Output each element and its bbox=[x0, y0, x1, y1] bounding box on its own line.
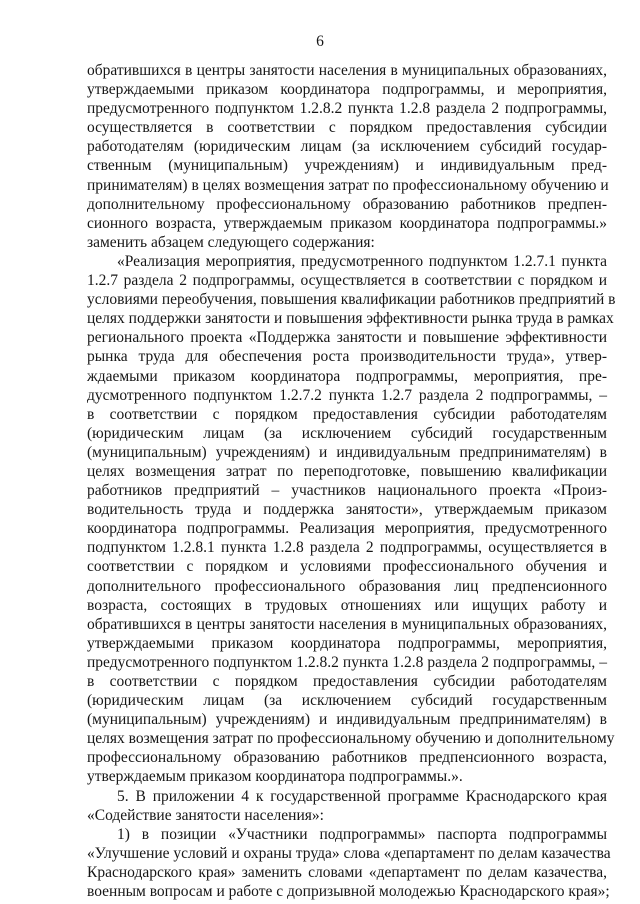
text-line: Краснодарского края» заменить словами «департамент по делам казачества, bbox=[87, 863, 607, 881]
text-line: профессиональному образованию работников предпенсионного возраста, bbox=[87, 749, 607, 767]
document-body bbox=[87, 61, 616, 901]
text-line: утверждаемым приказом координатора подпрограммы.». bbox=[87, 768, 463, 786]
text-line: «Содействие занятости населения»: bbox=[87, 806, 324, 824]
page-number: 6 bbox=[316, 33, 324, 50]
paragraph-new-paragraph bbox=[87, 252, 616, 787]
paragraph-item-5 bbox=[87, 787, 607, 825]
text-line: возраста, состоящих в трудовых отношениях или ищущих работу и bbox=[87, 596, 607, 614]
text-line: соответствии с порядком и условиями профессионального обучения и bbox=[87, 558, 607, 576]
text-line: дополнительному профессиональному образованию работников предпен- bbox=[87, 195, 607, 213]
paragraph-item-5-1 bbox=[87, 825, 611, 901]
text-line: 5. В приложении 4 к государственной программе Краснодарского края bbox=[117, 787, 607, 805]
text-line: предусмотренного подпунктом 1.2.8.2 пункта 1.2.8 раздела 2 подпрограммы, bbox=[87, 100, 607, 118]
text-line: военным вопросам и работе с допризывной молодежью Краснодарского края»; bbox=[87, 883, 610, 901]
text-line: «Улучшение условий и охраны труда» слова «департамент по делам казачества bbox=[87, 844, 611, 862]
text-line: ждаемыми приказом координатора подпрограммы, мероприятия, пре- bbox=[87, 367, 607, 385]
text-line: условиями переобучения, повышения квалификации работников предприятий в bbox=[87, 291, 616, 309]
text-line: в соответствии с порядком предоставления субсидии работодателям bbox=[87, 405, 607, 423]
text-line: работодателям (юридическим лицам (за исключением субсидий государ- bbox=[87, 138, 607, 156]
text-line: (юридическим лицам (за исключением субсидий государственным bbox=[87, 424, 607, 442]
text-line: целях поддержки занятости и повышения эффективности рынка труда в рамках bbox=[87, 310, 614, 328]
text-line: целях возмещения затрат по переподготовке, повышению квалификации bbox=[87, 462, 607, 480]
text-line: осуществляется в соответствии с порядком предоставления субсидии bbox=[87, 119, 607, 137]
text-line: дополнительного профессионального образования лиц предпенсионного bbox=[87, 577, 607, 595]
paragraph-continuation bbox=[87, 61, 607, 252]
text-line: (муниципальным) учреждениям) и индивидуальным предпринимателям) в bbox=[87, 711, 607, 729]
text-line: ственным (муниципальным) учреждениям) и индивидуальным пред- bbox=[87, 157, 607, 175]
text-line: рынка труда для обеспечения роста производительности труда», утвер- bbox=[87, 348, 607, 366]
text-line: целях возмещения затрат по профессиональному обучению и дополнительному bbox=[87, 730, 615, 748]
text-line: (юридическим лицам (за исключением субсидий государственным bbox=[87, 692, 607, 710]
text-line: предусмотренного подпунктом 1.2.8.2 пункта 1.2.8 раздела 2 подпрограммы, – bbox=[87, 653, 607, 671]
text-line: утверждаемыми приказом координатора подпрограммы, мероприятия, bbox=[87, 634, 607, 652]
text-line: (муниципальным) учреждениям) и индивидуальным предпринимателям) в bbox=[87, 443, 607, 461]
text-line: подпунктом 1.2.8.1 пункта 1.2.8 раздела 2 подпрограммы, осуществляется в bbox=[87, 539, 607, 557]
text-line: регионального проекта «Поддержка занятости и повышение эффективности bbox=[87, 329, 607, 347]
text-line: водительность труда и поддержка занятости», утверждаемым приказом bbox=[87, 501, 607, 519]
text-line: обратившихся в центры занятости населения в муниципальных образованиях, bbox=[87, 62, 607, 79]
text-line: принимателям) в целях возмещения затрат по профессиональному обучению и bbox=[87, 176, 609, 194]
text-line: 1.2.7 раздела 2 подпрограммы, осуществляется в соответствии с порядком и bbox=[87, 272, 607, 290]
text-line: координатора подпрограммы. Реализация мероприятия, предусмотренного bbox=[87, 520, 607, 538]
text-line: работников предприятий – участников национального проекта «Произ- bbox=[87, 482, 607, 500]
text-line: 1) в позиции «Участники подпрограммы» паспорта подпрограммы bbox=[117, 825, 607, 843]
text-line: «Реализация мероприятия, предусмотренного подпунктом 1.2.7.1 пункта bbox=[117, 252, 607, 270]
text-line: обратившихся в центры занятости населения в муниципальных образованиях, bbox=[87, 615, 607, 633]
text-line: дусмотренного подпунктом 1.2.7.2 пункта 1.2.7 раздела 2 подпрограммы, – bbox=[87, 386, 607, 404]
text-line: сионного возраста, утверждаемым приказом координатора подпрограммы.» bbox=[87, 214, 607, 232]
text-line: в соответствии с порядком предоставления субсидии работодателям bbox=[87, 673, 607, 690]
text-line: заменить абзацем следующего содержания: bbox=[87, 233, 375, 251]
text-line: утверждаемыми приказом координатора подпрограммы, и мероприятия, bbox=[87, 81, 607, 99]
